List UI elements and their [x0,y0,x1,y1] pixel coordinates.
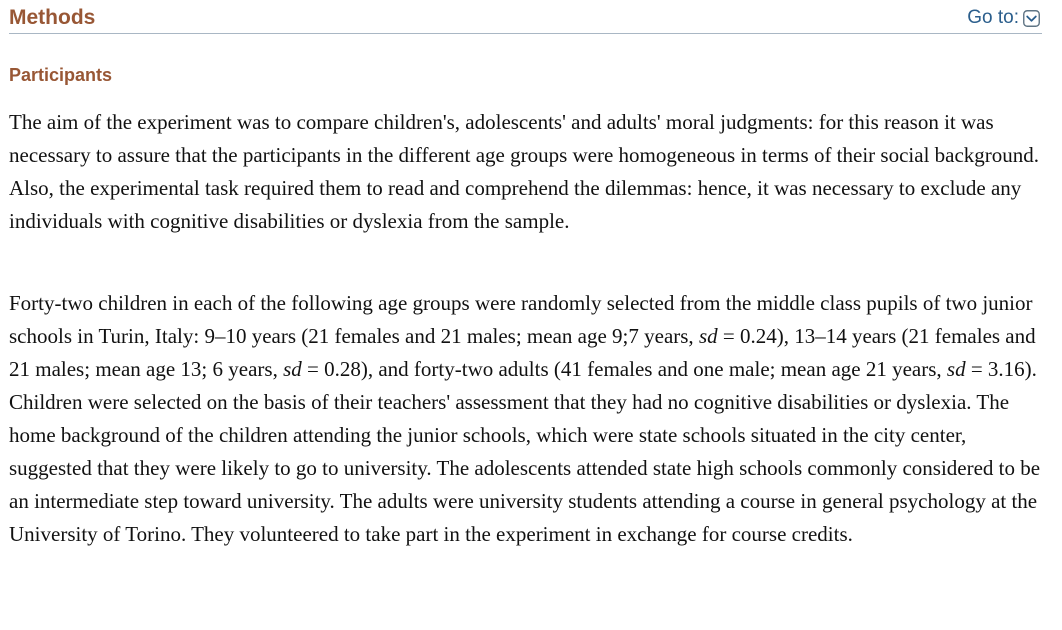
paragraph-participants [9,287,1042,551]
sd-symbol: sd [283,357,302,381]
goto-label[interactable]: Go to: [967,7,1019,28]
paragraph-text-segment: = 0.28), and forty-two adults (41 females and one male; mean age 21 years, [301,357,947,381]
sd-symbol: sd [946,357,966,381]
chevron-down-icon[interactable] [1023,10,1040,27]
section-title: Methods [9,6,96,29]
paragraph-text-segment: = 0.24), 13–14 years (21 females and 21 males; mean age 13; 6 years, [9,324,1036,381]
sd-symbol: sd [698,324,718,348]
paragraph-text-segment: Forty-two children in each of the following age groups were randomly selected from the middle class pupils of two junior schools in Turin, Italy: 9–10 years (21 females and 21 males; mean age 9;7 years, [9,291,1033,348]
goto-dropdown[interactable] [967,7,1040,29]
paragraph-aim: The aim of the experiment was to compare children's, adolescents' and adults' moral judgments: for this reason it was necessary to assure that the participants in the different age groups were homogeneous in terms of their social background. Also, the experimental task required them to read and comprehend the dilemmas: hence, it was necessary to exclude any individuals with cognitive disabilities or dyslexia from the sample. [9,110,1040,233]
article-section [9,0,1042,546]
section-header [9,0,1042,34]
paragraph-text-segment: = 3.16). Children were selected on the basis of their teachers' assessment that they had no cognitive disabilities or dyslexia. The home background of the children attending the junior schools, which were state schools situated in the city center, suggested that they were likely to go to university. The adolescents attended state high schools commonly considered to be an intermediate step toward university. The adults were university students attending a course in general psychology at the University of Torino. They volunteered to take part in the experiment in exchange for course credits. [9,357,1041,546]
subsection-title: Participants [9,65,113,85]
